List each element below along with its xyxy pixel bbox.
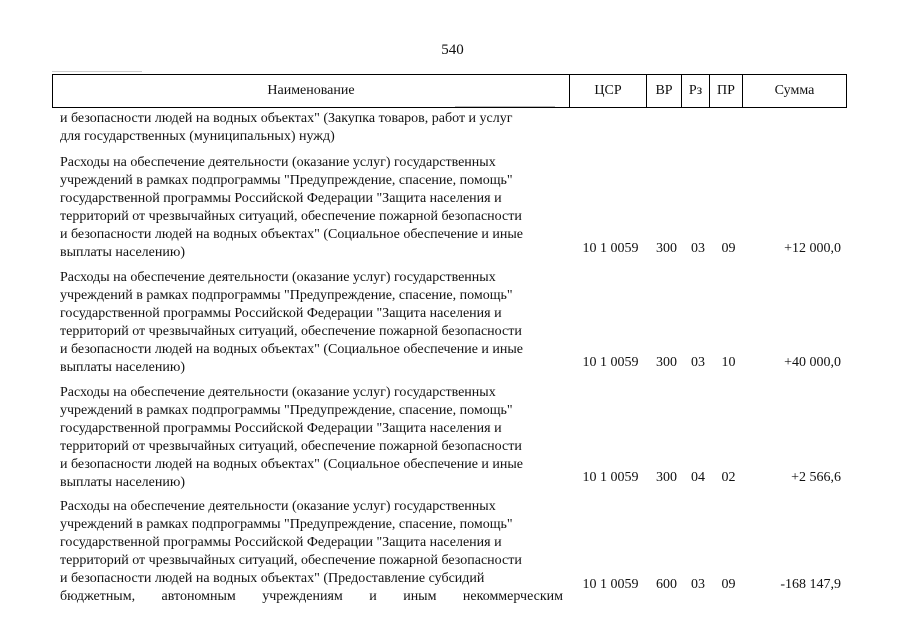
name-line: государственной программы Российской Федерации "Защита населения и bbox=[60, 421, 502, 436]
header-name: Наименование bbox=[267, 83, 355, 98]
row-vr: 300 bbox=[656, 241, 677, 256]
scan-artifact-line bbox=[455, 106, 555, 107]
header-vr: ВР bbox=[646, 75, 681, 107]
name-line: выплаты населению) bbox=[60, 245, 185, 260]
row-pr: 09 bbox=[721, 241, 736, 256]
name-line: и безопасности людей на водных объектах" (Социальное обеспечение и иные bbox=[60, 457, 524, 472]
row-rz: 03 bbox=[691, 241, 705, 256]
name-line: и безопасности людей на водных объектах" (Закупка товаров, работ и услуг bbox=[60, 111, 513, 126]
row-sum: -168 147,9 bbox=[780, 577, 841, 592]
table-header bbox=[52, 74, 847, 108]
name-line: для государственных (муниципальных) нужд) bbox=[60, 129, 335, 144]
page-number: 540 bbox=[441, 42, 464, 58]
name-line: территорий от чрезвычайных ситуаций, обеспечение пожарной безопасности bbox=[60, 553, 522, 568]
row-vr: 300 bbox=[656, 355, 677, 370]
name-line: территорий от чрезвычайных ситуаций, обеспечение пожарной безопасности bbox=[60, 324, 522, 339]
name-line: Расходы на обеспечение деятельности (оказание услуг) государственных bbox=[60, 155, 496, 170]
name-line: территорий от чрезвычайных ситуаций, обеспечение пожарной безопасности bbox=[60, 439, 522, 454]
scan-artifact-line bbox=[52, 71, 142, 72]
name-line: бюджетным, автономным учреждениям и иным некоммерческим bbox=[60, 589, 563, 604]
row-vr: 600 bbox=[656, 577, 677, 592]
row-rz: 03 bbox=[691, 355, 705, 370]
row-csr: 10 1 0059 bbox=[582, 470, 639, 485]
name-line: выплаты населению) bbox=[60, 360, 185, 375]
row-pr: 02 bbox=[721, 470, 736, 485]
row-rz: 04 bbox=[691, 470, 705, 485]
row-sum: +40 000,0 bbox=[784, 355, 841, 370]
name-line: учреждений в рамках подпрограммы "Предупреждение, спасение, помощь" bbox=[60, 517, 513, 532]
name-line: государственной программы Российской Федерации "Защита населения и bbox=[60, 535, 502, 550]
name-line: Расходы на обеспечение деятельности (оказание услуг) государственных bbox=[60, 499, 496, 514]
header-pr: ПР bbox=[709, 75, 742, 107]
name-line: Расходы на обеспечение деятельности (оказание услуг) государственных bbox=[60, 385, 496, 400]
row-name bbox=[60, 269, 563, 377]
row-csr: 10 1 0059 bbox=[582, 577, 639, 592]
name-line: учреждений в рамках подпрограммы "Предупреждение, спасение, помощь" bbox=[60, 288, 513, 303]
row-csr: 10 1 0059 bbox=[582, 355, 639, 370]
name-line: учреждений в рамках подпрограммы "Предупреждение, спасение, помощь" bbox=[60, 173, 513, 188]
row-csr: 10 1 0059 bbox=[582, 241, 639, 256]
row-sum: +2 566,6 bbox=[791, 470, 841, 485]
header-rz: Рз bbox=[681, 75, 709, 107]
row-name bbox=[60, 498, 563, 606]
row-pr: 10 bbox=[721, 355, 736, 370]
row-name bbox=[60, 110, 563, 146]
header-sum: Сумма bbox=[742, 75, 846, 107]
row-name bbox=[60, 384, 563, 492]
name-line: территорий от чрезвычайных ситуаций, обеспечение пожарной безопасности bbox=[60, 209, 522, 224]
name-line: и безопасности людей на водных объектах" (Социальное обеспечение и иные bbox=[60, 342, 524, 357]
row-name bbox=[60, 154, 563, 262]
name-line: государственной программы Российской Федерации "Защита населения и bbox=[60, 306, 502, 321]
name-line: и безопасности людей на водных объектах" (Предоставление субсидий bbox=[60, 571, 485, 586]
header-csr: ЦСР bbox=[569, 75, 646, 107]
row-pr: 09 bbox=[721, 577, 736, 592]
name-line: выплаты населению) bbox=[60, 475, 185, 490]
row-vr: 300 bbox=[656, 470, 677, 485]
name-line: и безопасности людей на водных объектах" (Социальное обеспечение и иные bbox=[60, 227, 524, 242]
row-sum: +12 000,0 bbox=[784, 241, 841, 256]
name-line: учреждений в рамках подпрограммы "Предупреждение, спасение, помощь" bbox=[60, 403, 513, 418]
name-line: Расходы на обеспечение деятельности (оказание услуг) государственных bbox=[60, 270, 496, 285]
name-line: государственной программы Российской Федерации "Защита населения и bbox=[60, 191, 502, 206]
row-rz: 03 bbox=[691, 577, 705, 592]
